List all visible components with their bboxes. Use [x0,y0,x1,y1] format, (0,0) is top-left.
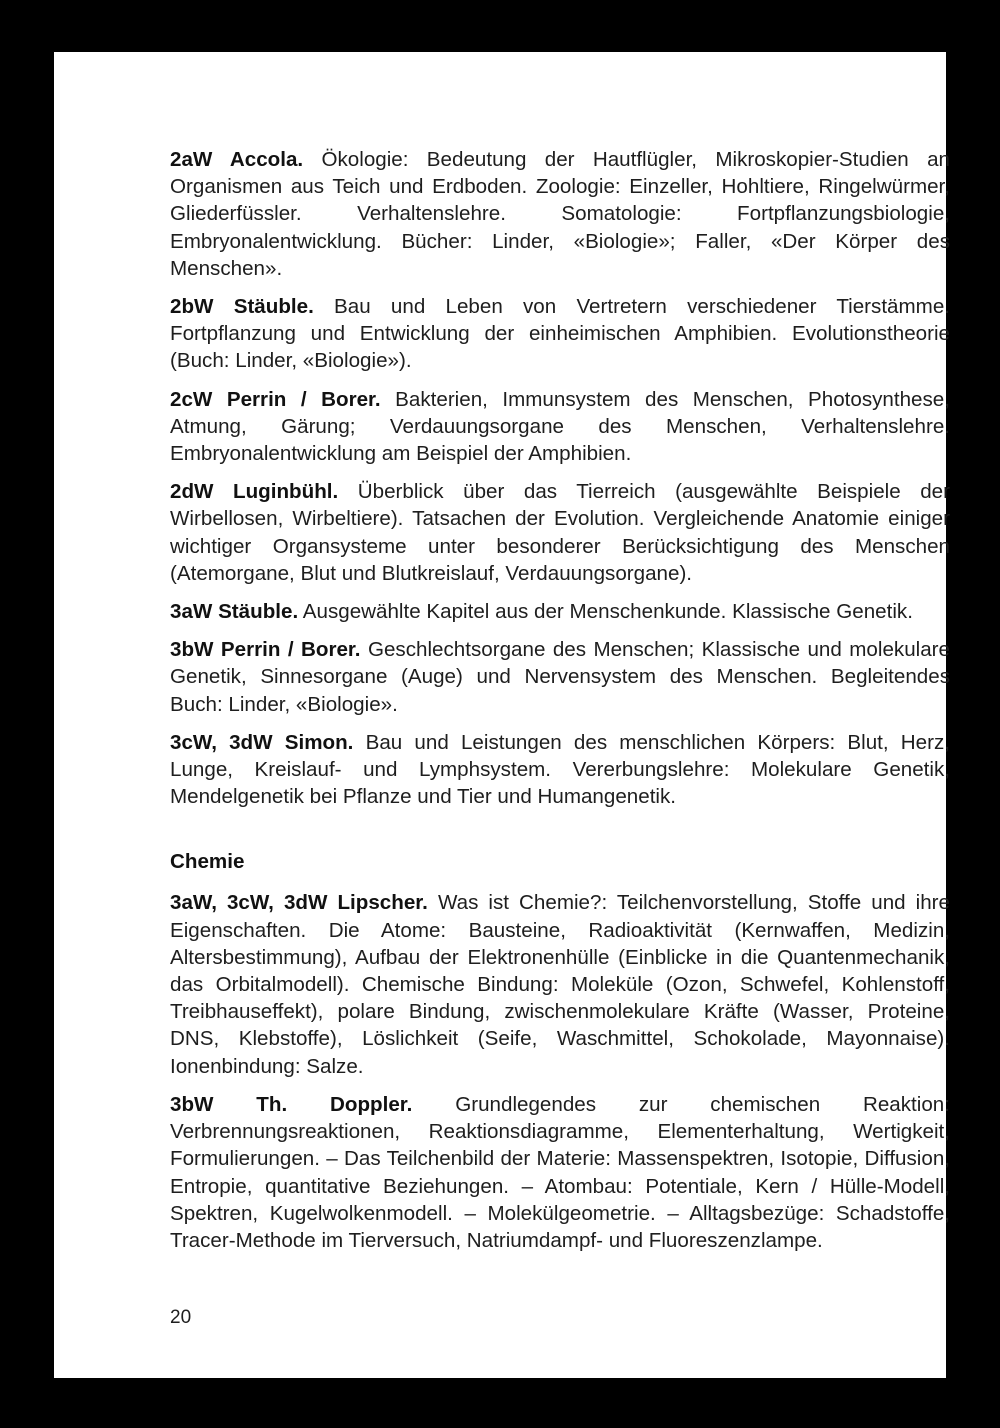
document-page [54,52,950,1378]
course-entry-2aw [170,146,950,282]
course-entry-3cw-3dw [170,729,950,811]
course-description: Ökologie: Bedeutung der Hautflügler, Mikroskopier-Studien an Organismen aus Teich und Erdboden. Zoologie: Einzeller, Hohltiere, Ringelwürmer, Gliederfüssler. Verhaltenslehre. Somatologie: Fortpflanzungsbiologie, Embryonalentwicklung. Bücher: Linder, «Biologie»; Faller, «Der Körper des Menschen». [170,148,950,280]
course-description: Geschlechtsorgane des Menschen; Klassische und molekulare Genetik, Sinnesorgane (Auge) und Nervensystem des Menschen. Begleitendes Buch: Linder, «Biologie». [170,638,950,716]
course-heading: 3bW Perrin / Borer. [170,638,361,662]
course-entry-chem-lipscher [170,889,950,1079]
course-description: Bakterien, Immunsystem des Menschen, Photosynthese, Atmung, Gärung; Verdauungsorgane des Menschen, Verhaltenslehre. Embryonalentwicklung am Beispiel der Amphibien. [170,387,950,466]
page-number: 20 [170,1307,192,1328]
section-title-chemie: Chemie [170,850,245,874]
course-description: Bau und Leistungen des menschlichen Körpers: Blut, Herz, Lunge, Kreislauf- und Lymphsystem. Vererbungslehre: Molekulare Genetik, Mendelgenetik bei Pflanze und Tier und Humangenetik. [170,730,950,809]
course-entry-3bw [170,636,950,718]
course-description: Überblick über das Tierreich (ausgewählte Beispiele der Wirbellosen, Wirbeltiere). Tatsachen der Evolution. Vergleichende Anatomie einiger wichtiger Organsysteme unter besonderer Berücksichtigung des Menschen (Atemorgane, Blut und Blutkreislauf, Verdauungsorgane). [170,480,950,585]
course-description: Ausgewählte Kapitel aus der Menschenkunde. Klassische Genetik. [302,600,913,624]
course-heading: 2dW Luginbühl. [170,480,339,504]
course-heading: 2aW Accola. [170,148,304,171]
course-heading: 3bW Th. Doppler. [170,1092,413,1116]
course-heading: 2cW Perrin / Borer. [170,387,381,411]
course-heading: 3aW Stäuble. [170,600,299,624]
page-content [170,146,950,1265]
course-heading: 3aW, 3cW, 3dW Lipscher. [170,891,428,915]
course-heading: 3cW, 3dW Simon. [170,730,354,754]
course-description: Grundlegendes zur chemischen Reaktion: Verbrennungsreaktionen, Reaktionsdiagramme, Elementerhaltung, Wertigkeit, Formulierungen. – Das Teilchenbild der Materie: Massenspektren, Isotopie, Diffusion, Entropie, quantitative Beziehungen. – Atombau: Potentiale, Kern / Hülle-Modell, Spektren, Kugelwolkenmodell. – Molekülgeometrie. – Alltagsbezüge: Schadstoffe, Tracer-Methode im Tierversuch, Natriumdampf- und Fluoreszenzlampe. [170,1092,950,1252]
course-description: Bau und Leben von Vertretern verschiedener Tierstämme. Fortpflanzung und Entwicklung der einheimischen Amphibien. Evolutionstheorie (Buch: Linder, «Biologie»). [170,295,950,373]
course-entry-chem-doppler [170,1091,950,1254]
course-entry-2dw [170,478,950,587]
course-heading: 2bW Stäuble. [170,295,314,319]
course-entry-3aw [170,598,950,625]
course-description: Was ist Chemie?: Teilchenvorstellung, Stoffe und ihre Eigenschaften. Die Atome: Bausteine, Radioaktivität (Kernwaffen, Medizin, Altersbestimmung), Aufbau der Elektronenhülle (Einblicke in die Quantenmechanik, das Orbitalmodell). Chemische Bindung: Moleküle (Ozon, Schwefel, Kohlenstoff, Treibhauseffekt), polare Bindung, zwischenmolekulare Kräfte (Wasser, Proteine, DNS, Klebstoffe), Löslichkeit (Seife, Waschmittel, Schokolade, Mayonnaise). Ionenbindung: Salze. [170,891,950,1078]
course-entry-2cw [170,386,950,468]
course-entry-2bw [170,293,950,375]
